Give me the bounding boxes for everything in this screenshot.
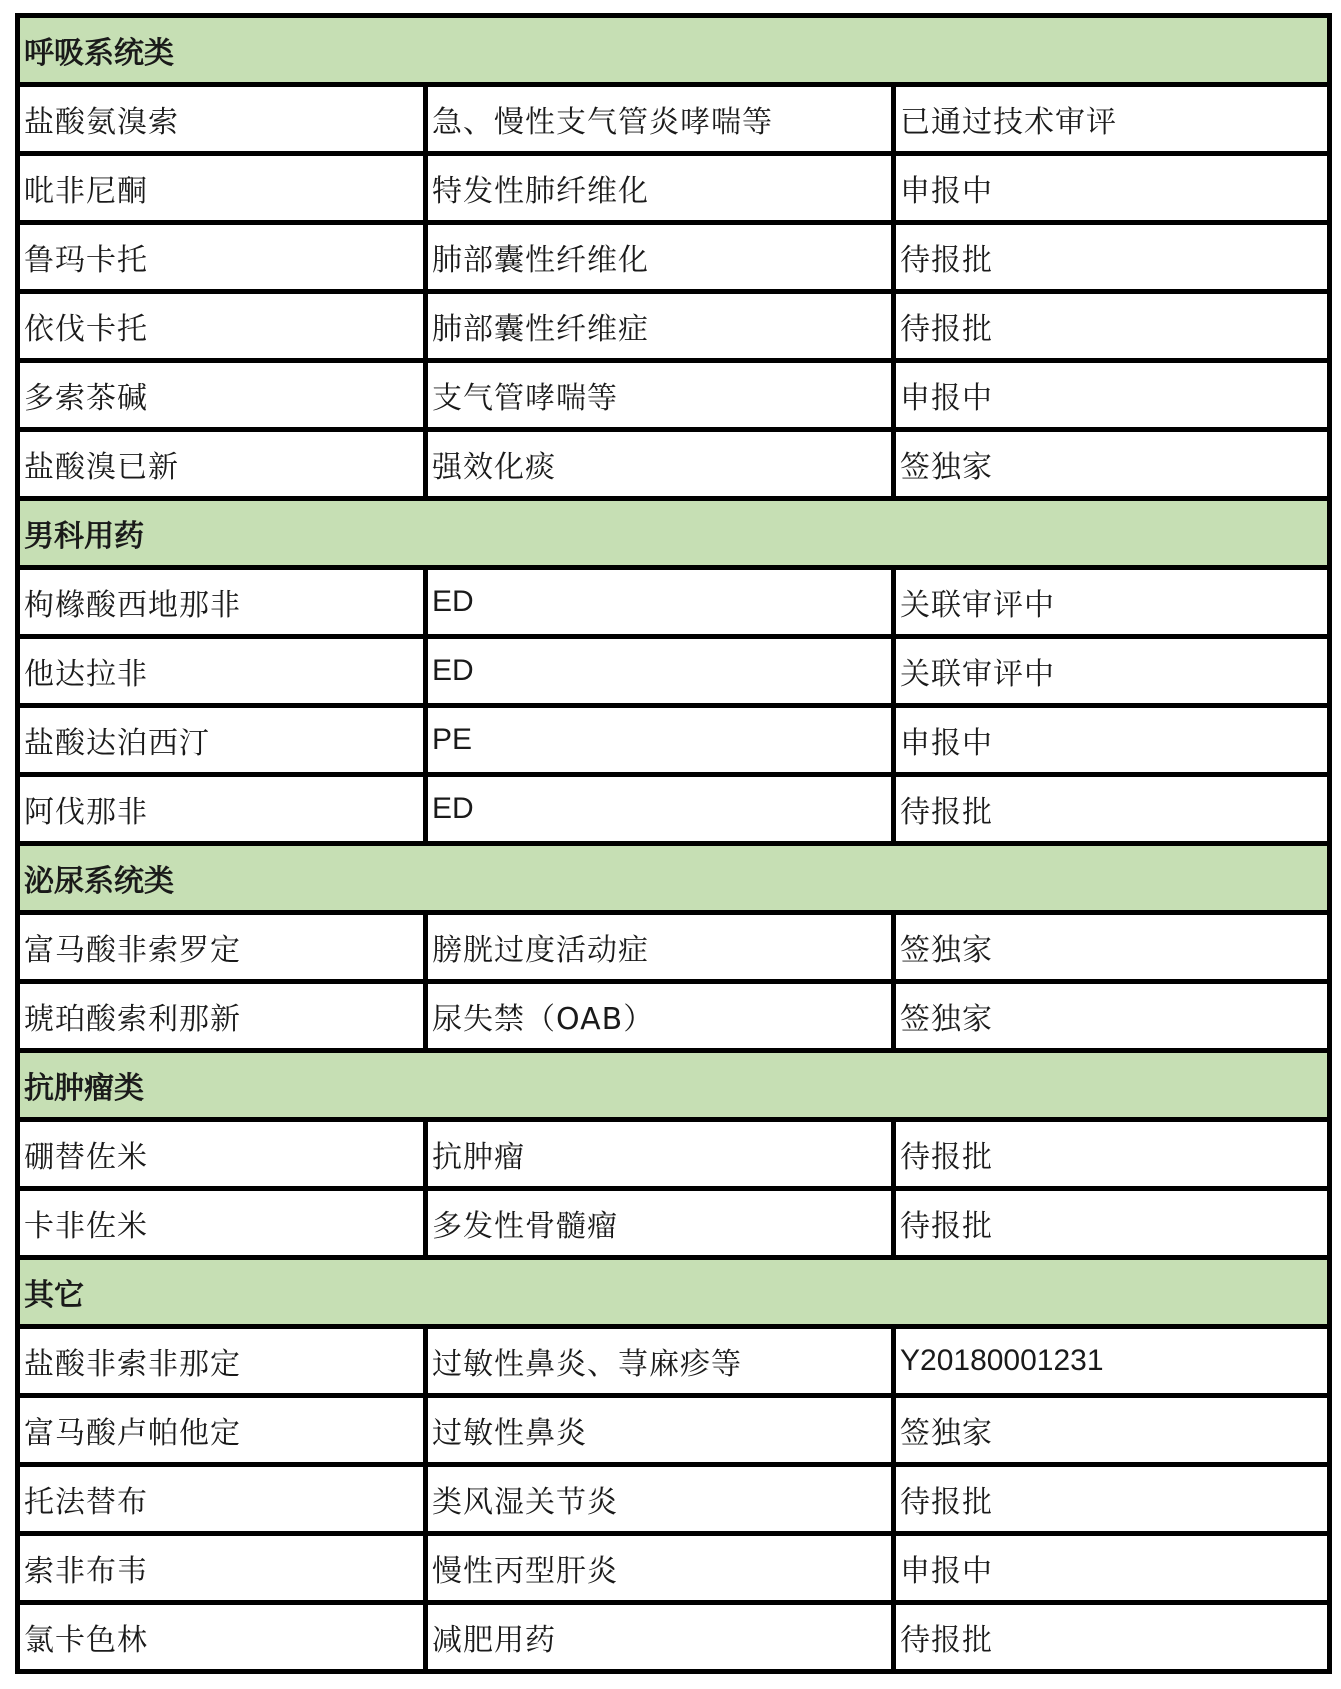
drug-name-cell: 氯卡色林 <box>20 1605 423 1669</box>
drug-name-cell: 枸橼酸西地那非 <box>20 570 423 634</box>
indication-cell: 过敏性鼻炎、荨麻疹等 <box>428 1329 891 1393</box>
drug-name-cell: 盐酸非索非那定 <box>20 1329 423 1393</box>
status-cell: 待报批 <box>896 225 1327 289</box>
indication-cell: 慢性丙型肝炎 <box>428 1536 891 1600</box>
indication-cell: 抗肿瘤 <box>428 1122 891 1186</box>
status-cell: 申报中 <box>896 363 1327 427</box>
status-cell: 签独家 <box>896 1398 1327 1462</box>
status-cell: 关联审评中 <box>896 639 1327 703</box>
category-row: 男科用药 <box>20 501 1327 565</box>
indication-cell: ED <box>428 639 891 703</box>
drug-name-cell: 托法替布 <box>20 1467 423 1531</box>
indication-cell: 膀胱过度活动症 <box>428 915 891 979</box>
status-cell: 签独家 <box>896 984 1327 1048</box>
drug-name-cell: 盐酸氨溴索 <box>20 87 423 151</box>
status-cell: 签独家 <box>896 915 1327 979</box>
indication-cell: 过敏性鼻炎 <box>428 1398 891 1462</box>
indication-cell: 支气管哮喘等 <box>428 363 891 427</box>
indication-cell: 尿失禁（OAB） <box>428 984 891 1048</box>
indication-cell: 类风湿关节炎 <box>428 1467 891 1531</box>
indication-cell: 特发性肺纤维化 <box>428 156 891 220</box>
drug-name-cell: 依伐卡托 <box>20 294 423 358</box>
status-cell: 已通过技术审评 <box>896 87 1327 151</box>
drug-name-cell: 鲁玛卡托 <box>20 225 423 289</box>
drug-name-cell: 卡非佐米 <box>20 1191 423 1255</box>
drug-name-cell: 硼替佐米 <box>20 1122 423 1186</box>
indication-cell: ED <box>428 570 891 634</box>
drug-name-cell: 他达拉非 <box>20 639 423 703</box>
drug-name-cell: 吡非尼酮 <box>20 156 423 220</box>
category-row: 呼吸系统类 <box>20 18 1327 82</box>
drug-name-cell: 富马酸非索罗定 <box>20 915 423 979</box>
status-cell: 申报中 <box>896 1536 1327 1600</box>
status-cell: 待报批 <box>896 1605 1327 1669</box>
status-cell: 待报批 <box>896 1122 1327 1186</box>
category-row: 泌尿系统类 <box>20 846 1327 910</box>
status-cell: 待报批 <box>896 294 1327 358</box>
indication-cell: 肺部囊性纤维症 <box>428 294 891 358</box>
drug-name-cell: 琥珀酸索利那新 <box>20 984 423 1048</box>
indication-cell: PE <box>428 708 891 772</box>
indication-cell: 急、慢性支气管炎哮喘等 <box>428 87 891 151</box>
indication-cell: 强效化痰 <box>428 432 891 496</box>
drug-name-cell: 盐酸溴已新 <box>20 432 423 496</box>
drug-table <box>15 13 1332 1674</box>
drug-name-cell: 富马酸卢帕他定 <box>20 1398 423 1462</box>
status-cell: 待报批 <box>896 1191 1327 1255</box>
indication-cell: 多发性骨髓瘤 <box>428 1191 891 1255</box>
drug-name-cell: 索非布韦 <box>20 1536 423 1600</box>
category-row: 抗肿瘤类 <box>20 1053 1327 1117</box>
status-cell: 待报批 <box>896 1467 1327 1531</box>
drug-name-cell: 多索茶碱 <box>20 363 423 427</box>
drug-name-cell: 阿伐那非 <box>20 777 423 841</box>
drug-name-cell: 盐酸达泊西汀 <box>20 708 423 772</box>
status-cell: 申报中 <box>896 156 1327 220</box>
indication-cell: ED <box>428 777 891 841</box>
status-cell: 签独家 <box>896 432 1327 496</box>
status-cell: 申报中 <box>896 708 1327 772</box>
indication-cell: 肺部囊性纤维化 <box>428 225 891 289</box>
category-row: 其它 <box>20 1260 1327 1324</box>
indication-cell: 减肥用药 <box>428 1605 891 1669</box>
status-cell: Y20180001231 <box>896 1329 1327 1393</box>
status-cell: 待报批 <box>896 777 1327 841</box>
status-cell: 关联审评中 <box>896 570 1327 634</box>
